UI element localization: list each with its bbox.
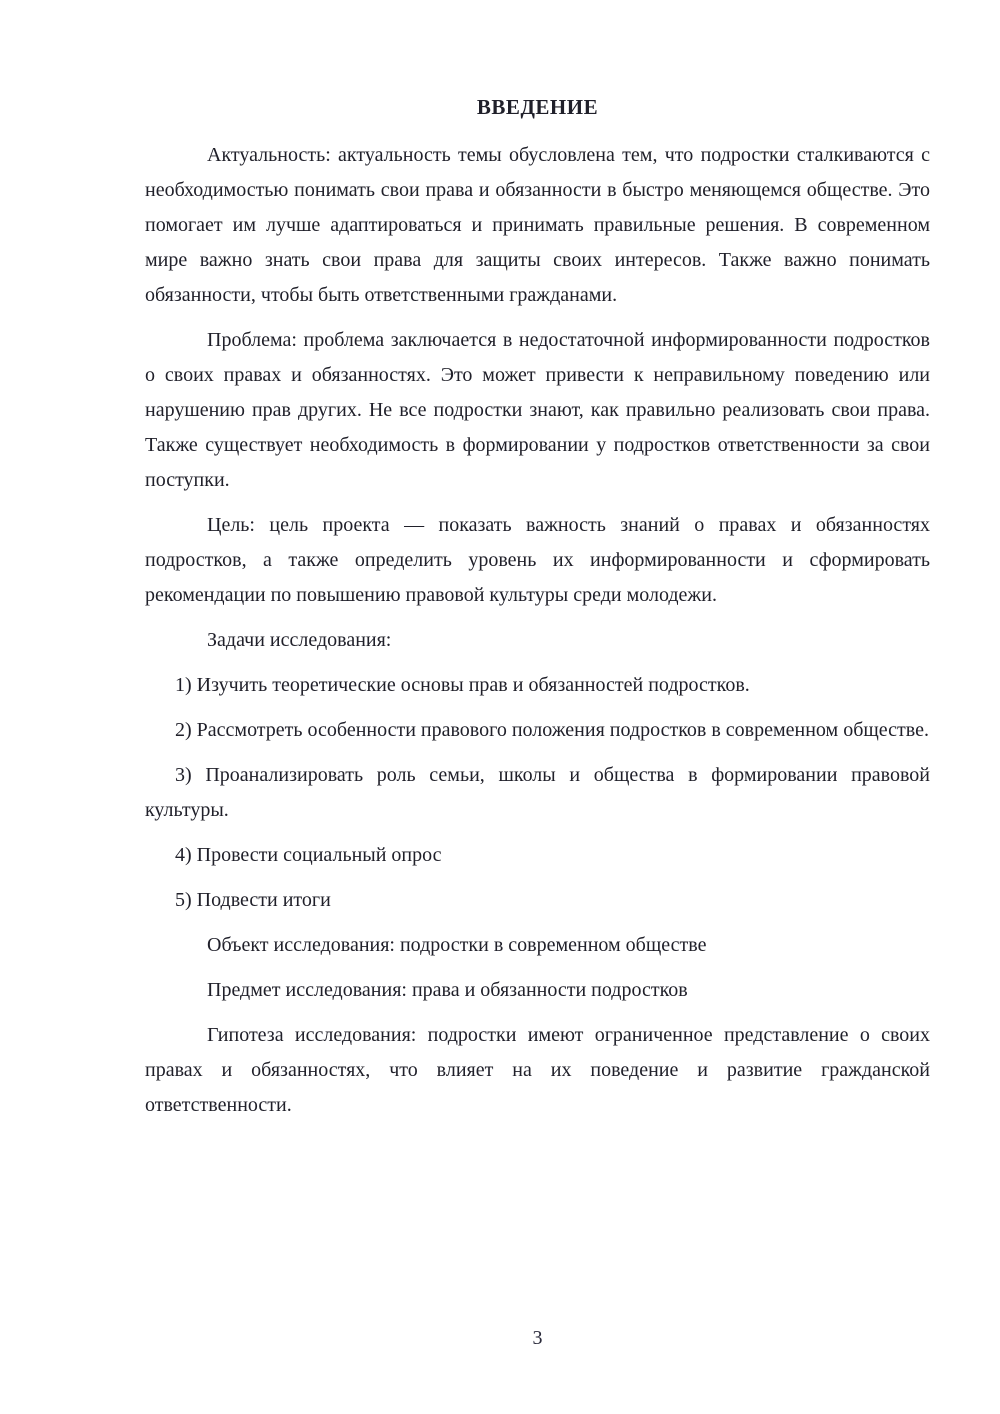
tasks-heading: Задачи исследования:	[207, 629, 392, 651]
task-item-3: 3) Проанализировать роль семьи, школы и общества в формировании правовой культуры.	[145, 764, 930, 821]
paragraph-hypothesis: Гипотеза исследования: подростки имеют ограниченное представление о своих правах и обязанностях, что влияет на их поведение и развитие гражданской ответственности.	[145, 1024, 930, 1116]
task-item-1: 1) Изучить теоретические основы прав и обязанностей подростков.	[175, 674, 750, 696]
task-item-2: 2) Рассмотреть особенности правового положения подростков в современном обществе.	[175, 719, 929, 741]
page-number: 3	[532, 1327, 543, 1349]
task-item-5: 5) Подвести итоги	[175, 889, 331, 911]
paragraph-relevance: Актуальность: актуальность темы обусловлена тем, что подростки сталкиваются с необходимостью понимать свои права и обязанности в быстро меняющемся обществе. Это помогает им лучше адаптироваться и принимать правильные решения. В современном мире важно знать свои права для защиты своих интересов. Также важно понимать обязанности, чтобы быть ответственными гражданами.	[145, 144, 930, 306]
paragraph-goal: Цель: цель проекта — показать важность знаний о правах и обязанностях подростков, а также определить уровень их информированности и сформировать рекомендации по повышению правовой культуры среди молодежи.	[145, 514, 930, 606]
page-title: ВВЕДЕНИЕ	[476, 95, 599, 119]
paragraph-object: Объект исследования: подростки в современном обществе	[207, 934, 707, 956]
paragraph-problem: Проблема: проблема заключается в недостаточной информированности подростков о своих правах и обязанностях. Это может привести к неправильному поведению или нарушению прав других. Не все подростки знают, как правильно реализовать свои права. Также существует необходимость в формировании у подростков ответственности за свои поступки.	[145, 329, 930, 491]
task-item-4: 4) Провести социальный опрос	[175, 844, 442, 866]
paragraph-subject: Предмет исследования: права и обязанности подростков	[207, 979, 688, 1001]
